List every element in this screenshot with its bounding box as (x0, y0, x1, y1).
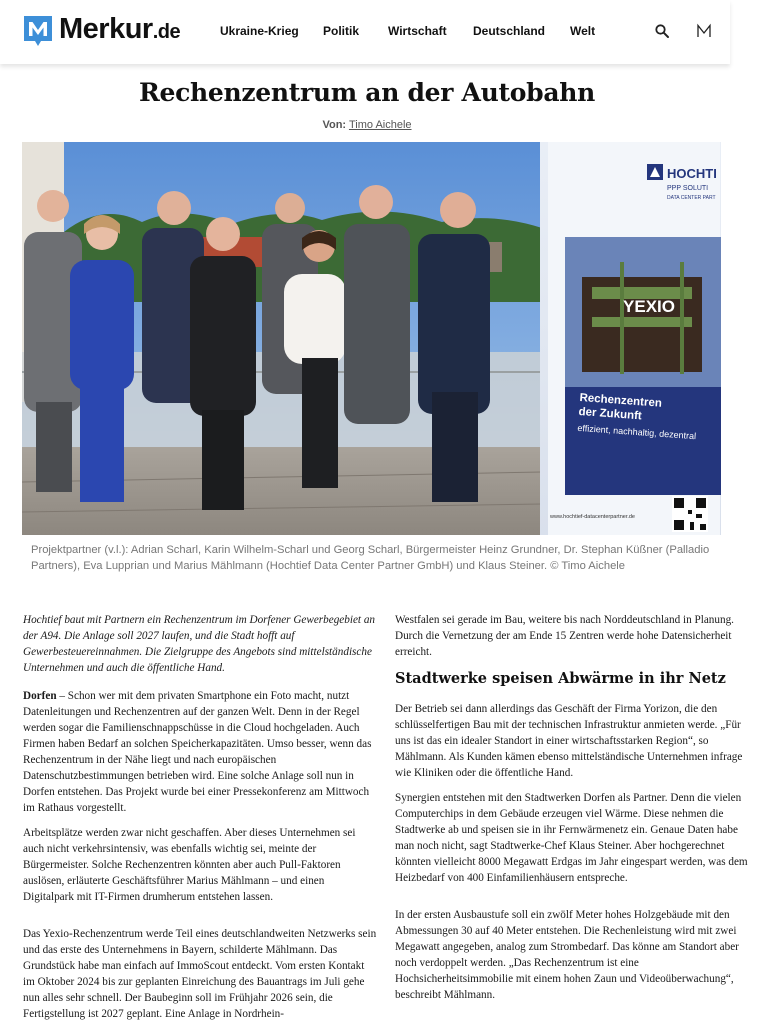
nav-item-wirtschaft[interactable]: Wirtschaft (388, 24, 447, 38)
article-subheading: Stadtwerke speisen Abwärme in ihr Netz (395, 670, 726, 687)
photo-scene (22, 142, 721, 535)
brand-tld: .de (152, 21, 181, 43)
author-link[interactable]: Timo Aichele (348, 119, 412, 131)
nav-item-welt[interactable]: Welt (570, 24, 596, 38)
article-photo (22, 142, 721, 535)
nav-item-deutschland[interactable]: Deutschland (473, 24, 546, 38)
article-column-left (23, 612, 378, 1030)
article-paragraph-5: Der Betrieb sei dann allerdings das Geschäft der Firma Yorizon, die den schlüsselfertigen Bau mit der technischen Infrastruktur anmieten werde. „Für uns ist das ein idealer Standort in einer wirtschaftsstarken Region“, so Mählmann. Als Kunden kämen ebenso mittelständische Unternehmen infrage wie Kliniken oder die öffentliche Hand. (395, 703, 743, 779)
qr-code-icon (672, 496, 708, 532)
nav-item-politik[interactable]: Politik (323, 24, 360, 38)
photo-caption: Projektpartner (v.l.): Adrian Scharl, Karin Wilhelm-Scharl und Georg Scharl, Bürgermeister Heinz Grundner, Dr. Stephan Küßner (Palladio Partners), Eva Lupprian und Marius Mählmann (Hochtief Data Center Partner GmbH) und Klaus Steiner. © Timo Aichele (31, 544, 710, 572)
search-icon[interactable] (654, 23, 670, 39)
banner-headline-2: der Zukunft (578, 405, 643, 423)
site-header (0, 0, 730, 64)
banner-brand: HOCHTI (667, 166, 717, 181)
merkur-m-icon[interactable] (696, 23, 712, 39)
article-title: Rechenzentrum an der Autobahn (139, 78, 595, 107)
banner-building-label: YEXIO (623, 297, 675, 316)
article-paragraph-1 (23, 688, 378, 816)
banner-tagline: effizient, nachhaltig, dezentral (577, 422, 697, 442)
article-paragraph-3: Das Yexio-Rechenzentrum werde Teil eines deutschlandweiten Netzwerks sein und das erste des Unternehmens in Bayern, schilderte Mählmann. Das Grundstück habe man einfach auf ImmoScout entdeckt. Vom ersten Kontakt im Oktober 2024 bis zur geplanten Einreichung des Bauantrags im Juli gehe nun alles sehr schnell. Der Baubeginn soll im Frühjahr 2026 sein, die Fertigstellung ist 2027 geplant. Eine Anlage in Nordrhein- (23, 928, 377, 1020)
byline (0, 119, 734, 131)
article-paragraph-2: Arbeitsplätze werden zwar nicht geschaffen. Aber dieses Unternehmen sei auch nicht verkehrsintensiv, was ebenfalls wichtig sei, meinte der Bürgermeister. Solche Rechenzentren könnten aber auch Pull-Faktoren auslösen, erläuterte Geschäftsführer Marius Mählmann – und einen Digitalpark mit IT-Firmen drumherum entstehen lassen. (23, 827, 356, 903)
article-paragraph-7: In der ersten Ausbaustufe soll ein zwölf Meter hohes Holzgebäude mit den Abmessungen 30 auf 40 Meter entstehen. Die Rechenleistung wird mit zwei Megawatt angegeben, analog zum Strombedarf. Das könne am Standort aber noch verdoppelt werden. „Das Rechenzentrum ist eine Hochsicherheitsimmobilie mit einem hohen Zaun und Videoüberwachung“, beschreibt Mählmann. (395, 909, 739, 1001)
merkur-logo[interactable] (22, 12, 180, 49)
banner-sub2: DATA CENTER PART (667, 195, 716, 201)
dateline: Dorfen (23, 690, 57, 702)
spacer (395, 895, 752, 907)
article-lead: Hochtief baut mit Partnern ein Rechenzentrum im Dorfener Gewerbegebiet an der A94. Die Anlage soll 2027 laufen, und die Stadt hofft auf Gewerbesteuereinnahmen. Die Zielgruppe des Angebots sind mittelständische Unternehmen und auch die öffentliche Hand. (23, 614, 376, 674)
brand-name (59, 12, 180, 49)
article-column-right (395, 612, 752, 1012)
nav-item-ukraine-krieg[interactable]: Ukraine-Krieg (220, 24, 299, 38)
byline-prefix: Von: (322, 119, 347, 131)
merkur-logo-icon (22, 14, 54, 48)
banner-headline-1: Rechenzentren (579, 391, 663, 410)
article-paragraph-4: Westfalen sei gerade im Bau, weitere bis nach Norddeutschland in Planung. Durch die Vernetzung der am Ende 15 Zentren werde hohe Datensicherheit erreicht. (395, 614, 734, 658)
banner-url: www.hochtief-datacenterpartner.de (550, 514, 635, 520)
brand-wordmark: Merkur (59, 13, 153, 45)
paragraph-1-text: – Schon wer mit dem privaten Smartphone ein Foto macht, nutzt Datenleitungen und Rechenzentren auf der ganzen Welt. Denn in der Regel werden sogar die Familienschnappschüsse in die Cloud hochgeladen. Auch Firmen haben Bedarf an solchen Speicherkapazitäten. Umso besser, wenn das Rechenzentrum in der Nähe liegt und nach europäischen Datenschutzbestimmungen betrieben wird. Eine solche Anlage soll nun in Dorfen entstehen. Das Projekt wurde bei einer Pressekonferenz am Mittwoch im Rathaus vorgestellt. (23, 690, 372, 814)
article-paragraph-6: Synergien entstehen mit den Stadtwerken Dorfen als Partner. Denn die vielen Computerchips in dem Gebäude erzeugen viel Wärme. Diese nehmen die Stadtwerke ab und speisen sie in ihr Fernwärmenetz ein. Genaue Daten habe man noch nicht, sagt Stadtwerke-Chef Klaus Steiner. Aber hochgerechnet könnten vielleicht 8000 Megawatt Erdgas im Jahr eingespart werden, was dem Heizbedarf von 400 Einfamilienhäusern entspreche. (395, 792, 748, 884)
spacer (23, 914, 378, 926)
banner-sub1: PPP SOLUTI (667, 185, 709, 192)
